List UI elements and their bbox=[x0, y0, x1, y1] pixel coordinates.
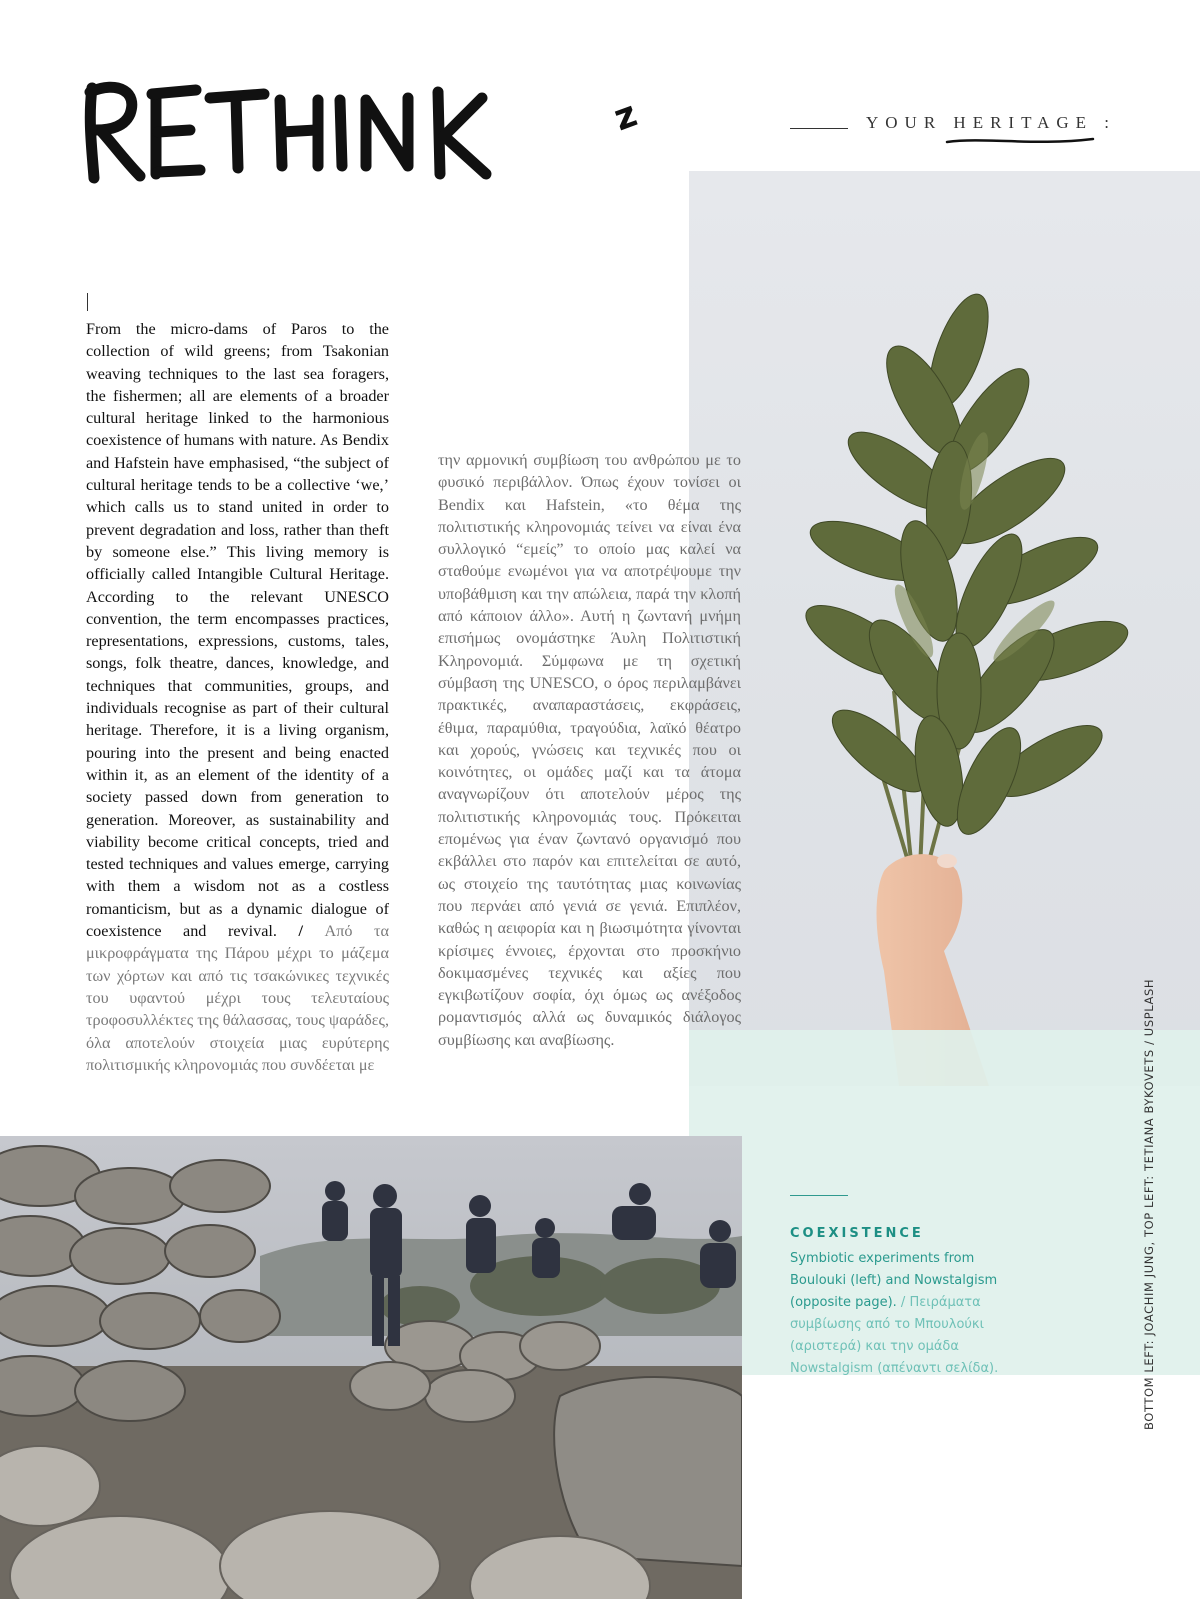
caption-english: Symbiotic experiments from Boulouki (left) and Nowstalgism (opposite page). bbox=[790, 1251, 998, 1310]
bay-leaves-photo bbox=[689, 171, 1200, 1086]
article-greek-part-1: Από τα μικροφράγματα της Πάρου μέχρι το μάζεμα των χόρτων και από τις τσακώνικες τεχνικές του υφαντού μέχρι τους τελευταίους τροφοσυλλέκτες της θάλασσας, τους ψαράδες, όλα αποτελούν στοιχεία μιας ευρύτερης πολιτισμικής κληρονομιάς που συνδέεται με bbox=[86, 922, 389, 1074]
caption-body bbox=[790, 1248, 1005, 1380]
series-word: HERITAGE bbox=[953, 113, 1094, 132]
photo-credit: BOTTOM LEFT: JOACHIM JUNG, TOP LEFT: TETIANA BYKOVETS / USPLASH bbox=[1142, 978, 1156, 1430]
language-separator: / bbox=[276, 922, 325, 941]
article-column-1 bbox=[86, 318, 389, 1076]
series-prefix: YOUR bbox=[866, 113, 954, 132]
heading-rule bbox=[790, 128, 848, 129]
logo-mark: z bbox=[608, 93, 643, 140]
stone-wall-photo bbox=[0, 1136, 742, 1599]
series-label bbox=[866, 113, 1116, 133]
rethink-logo bbox=[78, 70, 498, 190]
caption-separator: / bbox=[896, 1295, 910, 1310]
caption-title: COEXISTENCE bbox=[790, 1226, 924, 1241]
text-cursor-mark bbox=[87, 293, 88, 311]
caption-rule bbox=[790, 1195, 848, 1196]
article-english: From the micro-dams of Paros to the collection of wild greens; from Tsakonian weaving techniques to the last sea foragers, the fishermen; all are elements of a broader cultural heritage linked to the harmonious coexistence of humans with nature. As Bendix and Hafstein have emphasised, “the subject of cultural heritage tends to be a collective ‘we,’ which calls us to stand united in order to prevent degradation and loss, rather than theft by someone else.” This living memory is officially called Intangible Cultural Heritage. According to the relevant UNESCO convention, the term encompasses practices, representations, expressions, customs, tales, songs, folk theatre, dances, knowledge, and techniques that communities, groups, and individuals recognise as part of their cultural heritage. Therefore, it is a living organism, pouring into the present and being enacted within it, as an element of the identity of a society passed down from generation to generation. Moreover, as sustainability and viability become critical concepts, tried and tested techniques and values emerge, carrying with them a wisdom not as a costless romanticism, but as a dynamic dialogue of coexistence and revival. bbox=[86, 320, 389, 941]
article-column-2: την αρμονική συμβίωση του ανθρώπου με το φυσικό περιβάλλον. Όπως έχουν τονίσει οι Bendix και Hafstein, «το θέμα της πολιτιστικής κληρονομιάς τείνει να είναι ένα συλλογικό “εμείς” το οποίο μας καλεί να σταθούμε ενωμένοι για να αποτρέψουμε την υποβάθμιση και την απώλεια, παρά την κλοπή από κάποιον άλλο». Αυτή η ζωντανή μνήμη επισήμως ονομάστηκε Άυλη Πολιτιστική Κληρονομιά. Σύμφωνα με τη σχετική σύμβαση της UNESCO, ο όρος περιλαμβάνει πρακτικές, αναπαραστάσεις, εκφράσεις, έθιμα, παραμύθια, τραγούδια, λαϊκό θέατρο και χορούς, γνώσεις και τεχνικές που οι κοινότητες, οι ομάδες μαζί και τα άτομα αναγνωρίζουν ότι αποτελούν μέρος της πολιτιστικής κληρονομιάς τους. Πρόκειται επομένως για έναν ζωντανό οργανισμό που εκβάλλει στο παρόν και επιτελείται σε αυτό, ως στοιχείο της ταυτότητας μιας κοινωνίας που περνάει από γενιά σε γενιά. Επιπλέον, καθώς η αειφορία και η βιωσιμότητα γίνονται κρίσιμες έννοιες, έρχονται στο προσκήνιο δοκιμασμένες τεχνικές και αξίες που εγκιβωτίζουν σοφία, όχι όμως ως ανέξοδος ρομαντισμός αλλά ως δυναμικός διάλογος συμβίωσης και αναβίωσης. bbox=[438, 451, 741, 1049]
series-suffix: : bbox=[1093, 113, 1117, 132]
hand-drawn-underline bbox=[945, 134, 1095, 148]
caption-greek: Πειράματα συμβίωσης από το Μπουλούκι (αριστερά) και την ομάδα Nowstalgism (απέναντι σελίδα). bbox=[790, 1295, 999, 1376]
